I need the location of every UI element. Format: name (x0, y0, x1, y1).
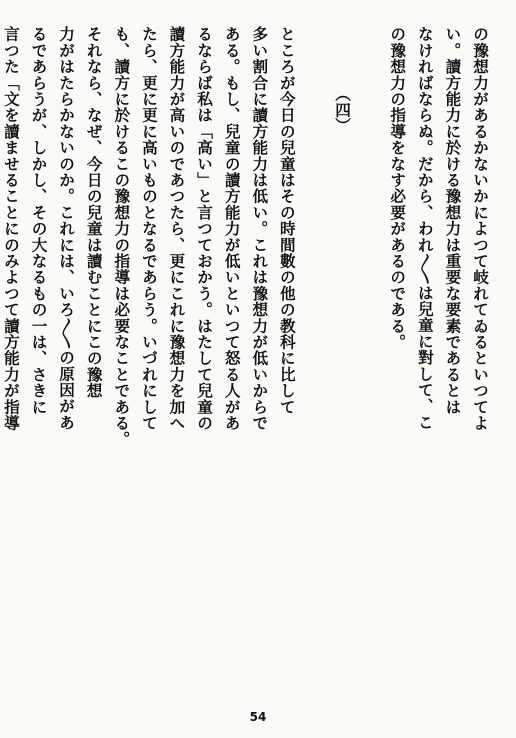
section-heading-four (328, 26, 356, 702)
text-line: るならば私は「高い」と言つておかう。はたして兒童の (195, 26, 215, 431)
text-line: 多い割合に讀方能力は低い。これは豫想力が低いからで (250, 26, 270, 431)
text-line: 言つた「文を讀ませることにのみよつて讀方能力が指導 (1, 26, 21, 431)
text-line: い。讀方能力に於ける豫想力は重要な要素であるとは (443, 26, 463, 415)
text-line: それなら、なぜ、今日の兒童は讀むことにこの豫想 (84, 26, 104, 399)
text-line: なければならぬ。だから、われ〳〵は兒童に對して、こ (415, 26, 435, 431)
text-line: の豫想力があるかないかによつて岐れてゐるといつてよ (471, 26, 490, 431)
page-number: 54 (249, 710, 267, 724)
text-line: るであらうが、しかし、その大なるもの一は、さきに (29, 26, 49, 415)
text-line: の豫想力の指導をなす必要があるのである。 (388, 26, 408, 350)
section-heading-four-label: （四） (333, 86, 353, 133)
text-line: も、讀方に於けるこの豫想力の指導は必要なことである。 (112, 26, 132, 448)
text-line: たら、更に更に高いものとなるであらう。いづれにして (139, 26, 159, 431)
vertical-text-body (1, 26, 494, 702)
text-line: ある。もし、兒童の讀方能力が低いといつて怒る人があ (222, 26, 242, 431)
text-line: 讀方能力が高いのであつたら、更にこれに豫想力を加へ (167, 26, 187, 431)
blank-line (301, 26, 329, 702)
text-line: 力がはたらかないのか。これには、いろ〳〵の原因があ (57, 26, 77, 431)
blank-line (356, 26, 384, 702)
text-line: ところが今日の兒童はその時間數の他の教科に比して (277, 26, 297, 415)
